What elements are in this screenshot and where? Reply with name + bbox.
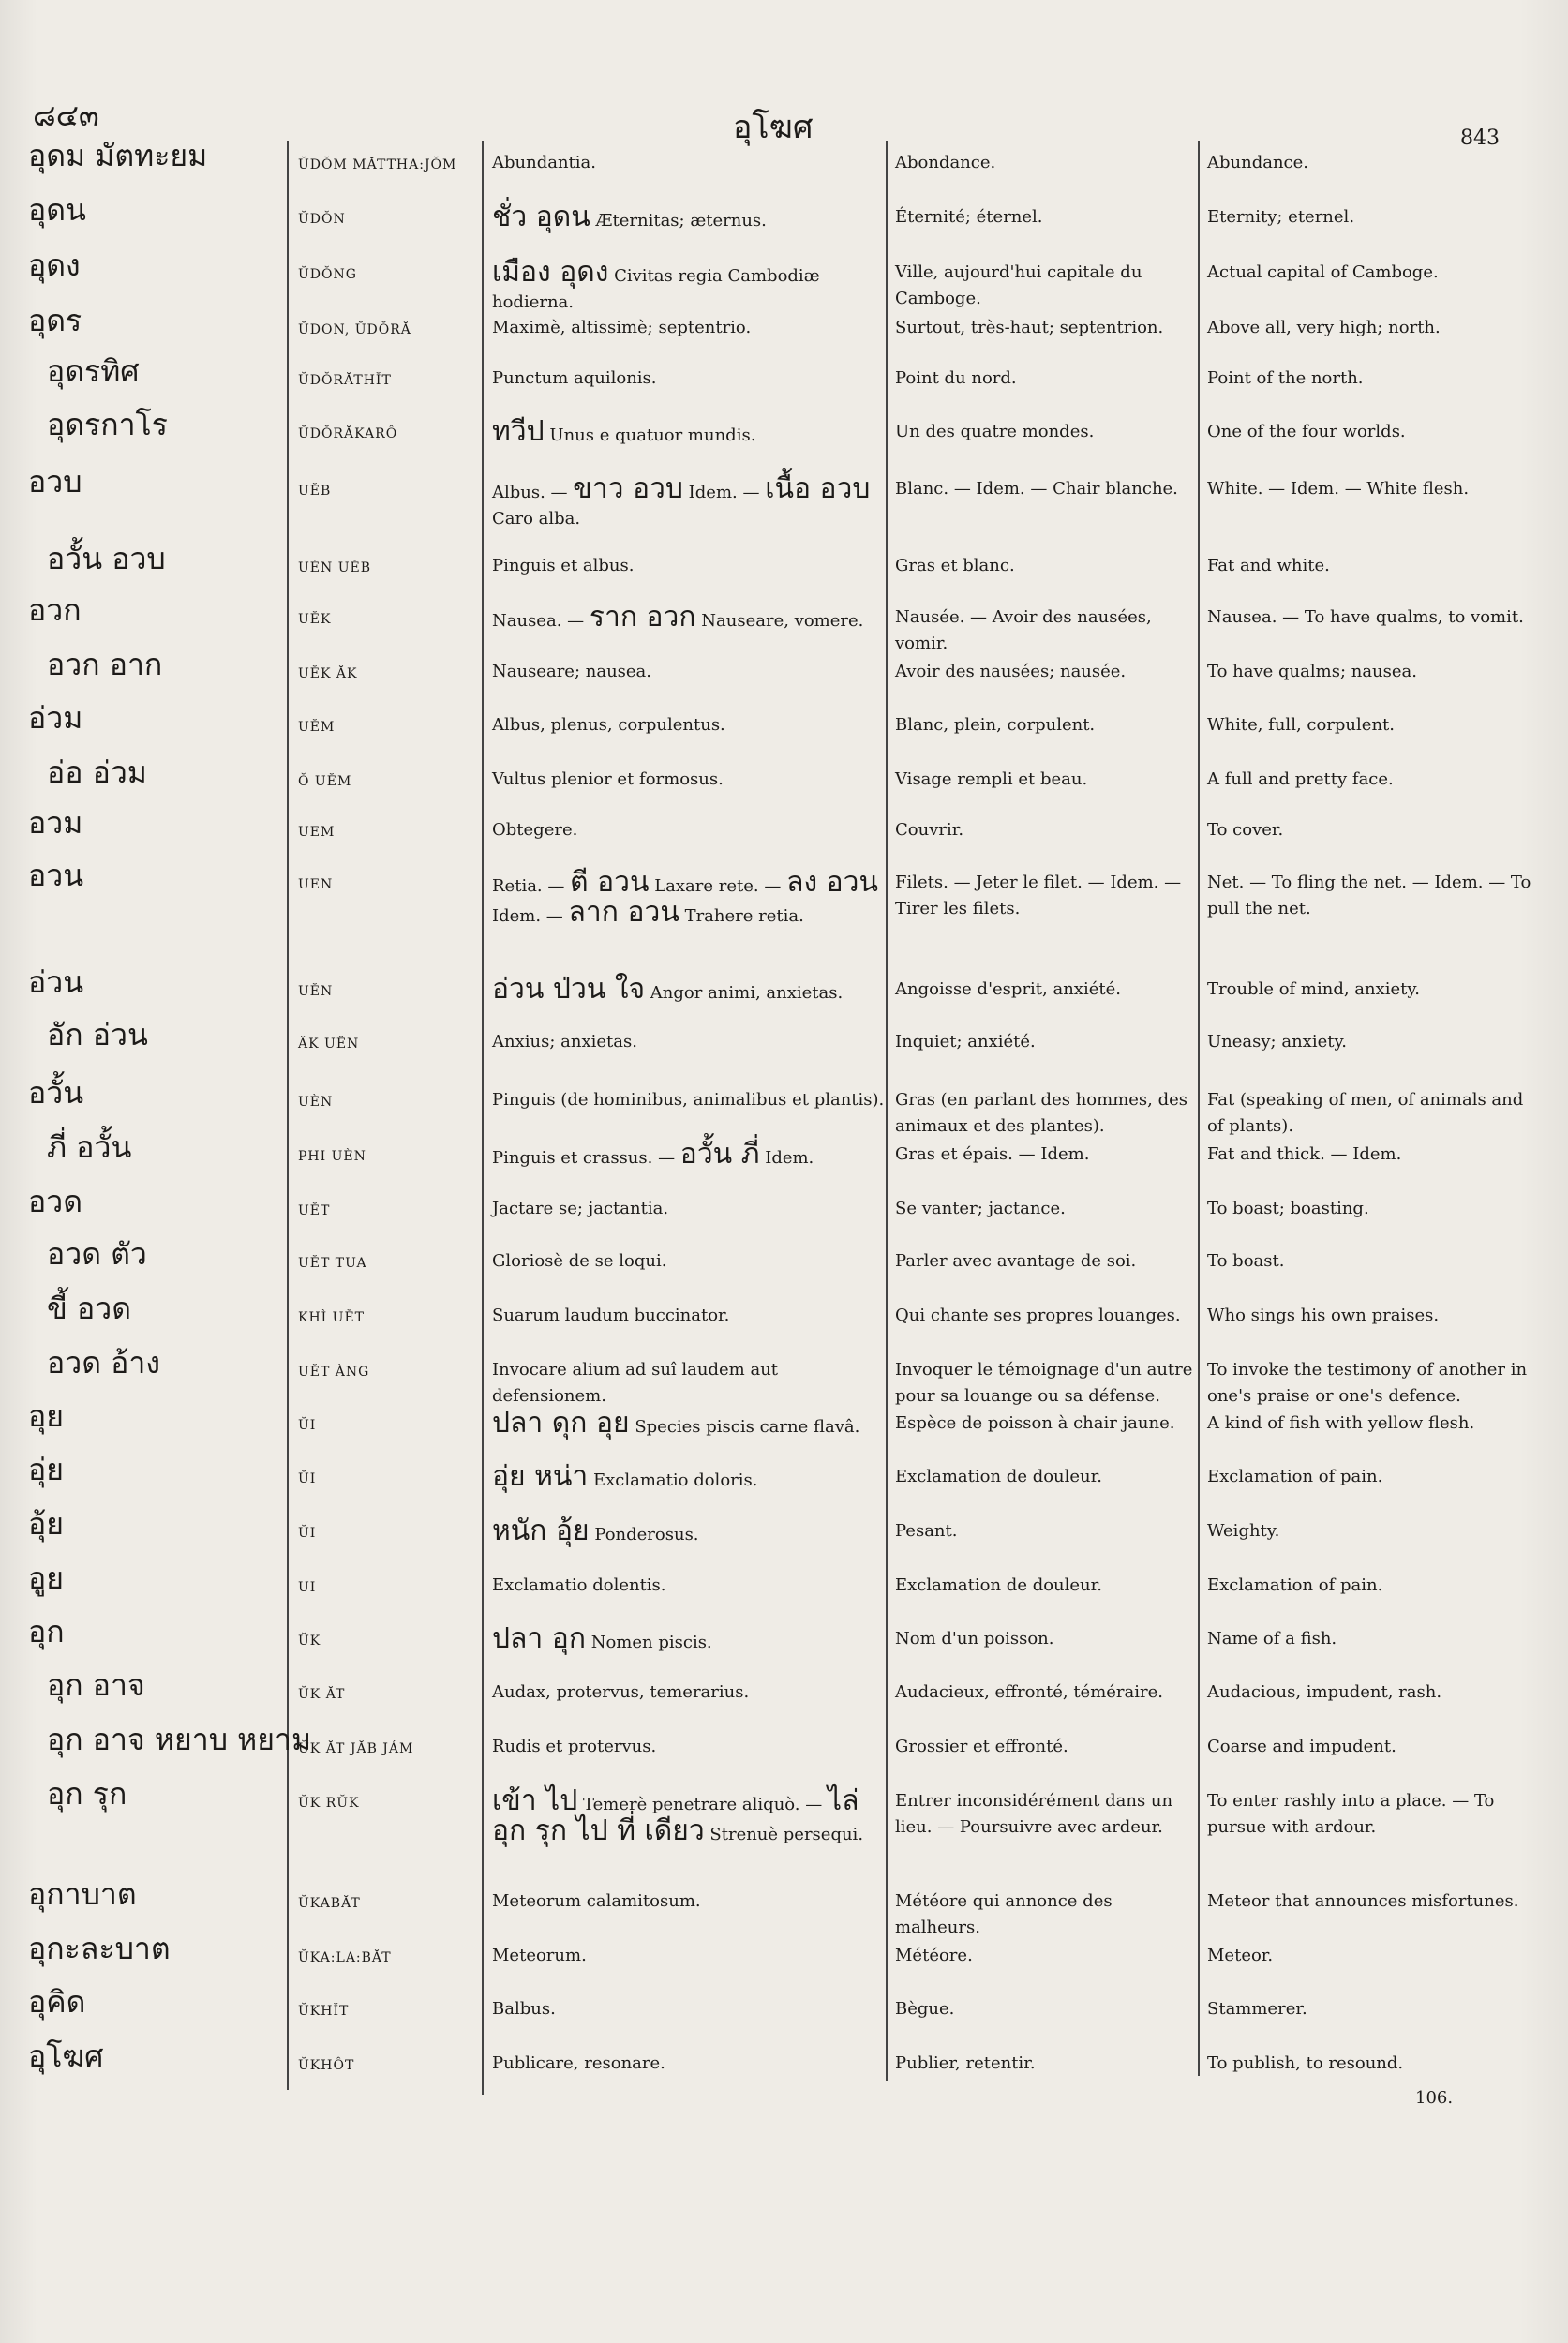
romanization: ŬDŎRĂTHĬT [298,373,392,388]
headword-thai: อุกะละบาต [28,1931,171,1966]
thai-example: ไล่ อุก รุก ไป ที่ เดียว [492,1784,859,1847]
latin-text: Idem. — [682,483,766,502]
english-definition: Audacious, impudent, rash. [1207,1682,1442,1702]
romanization: UĔK ĂK [298,666,358,681]
romanization: ŬK ĂT [298,1687,346,1702]
headword-thai: อุดร [28,303,82,338]
romanization: UĔT TUA [298,1256,367,1271]
romanization: UĔN [298,984,334,999]
latin-text: Civitas regia Cambodiæ hodierna. [492,266,820,312]
french-definition: Ville, aujourd'hui capitale du Camboge. [895,262,1142,308]
french-definition: Météore. [895,1946,973,1965]
headword-thai: อวด [28,1184,82,1219]
english-definition: Exclamation of pain. [1207,1575,1383,1595]
headword-thai: อ่อ อ่วม [47,754,147,790]
latin-text: Trahere retia. [679,906,804,926]
french-definition: Inquiet; anxiété. [895,1032,1036,1052]
headword-thai: อัก อ่วน [47,1017,148,1052]
latin-text: Anxius; anxietas. [492,1032,637,1052]
latin-text: Balbus. [492,1999,556,2019]
thai-example: เมือง อุดง [492,256,609,289]
french-definition: Abondance. [895,153,996,172]
french-definition: Point du nord. [895,368,1017,388]
latin-definition [492,866,886,930]
latin-definition [492,659,886,685]
thai-example: หนัก อุ้ย [492,1515,590,1547]
romanization: UÈN [298,1095,334,1110]
latin-definition [492,415,886,449]
column-rule-4 [1198,141,1200,2076]
thai-example: อ่วน ป่วน ใจ [492,973,646,1006]
thai-example: ปลา ดุก อุย [492,1407,630,1440]
latin-definition [492,1460,886,1494]
french-definition: Qui chante ses propres louanges. [895,1306,1181,1325]
headword-thai: อุดน [28,192,86,228]
romanization: UEN [298,877,334,892]
headword-thai: อวก [28,592,82,628]
latin-text: Albus. — [492,483,574,502]
french-definition: Espèce de poisson à chair jaune. [895,1413,1175,1433]
headword-thai: อุดรทิศ [47,353,140,389]
romanization: ŬKHÔT [298,2058,355,2073]
latin-definition [492,256,886,316]
latin-definition [492,1784,886,1848]
romanization: Ŏ UĔM [298,774,352,789]
thai-example: เนื้อ อวบ [765,472,871,505]
latin-text: Pinguis et crassus. — [492,1148,680,1168]
english-definition: Name of a fish. [1207,1629,1337,1649]
latin-text: Nomen piscis. [586,1633,712,1652]
english-definition: Exclamation of pain. [1207,1467,1383,1486]
latin-definition [492,1138,886,1172]
latin-definition [492,553,886,579]
latin-text: Exclamatio doloris. [588,1470,758,1490]
thai-example: ขาว อวบ [573,472,683,505]
french-definition: Grossier et effronté. [895,1737,1068,1756]
french-definition: Nausée. — Avoir des nausées, vomir. [895,607,1152,653]
romanization: UĔT ÀNG [298,1365,370,1380]
thai-example: อวั้น ภี่ [679,1138,760,1171]
romanization: ŬI [298,1418,317,1433]
french-definition: Exclamation de douleur. [895,1467,1103,1486]
latin-text: Idem. — [492,906,569,926]
english-definition: Fat (speaking of men, of animals and of plants). [1207,1090,1524,1136]
headword-thai: อุโฆศ [28,2038,104,2074]
romanization: KHÌ UĔT [298,1310,366,1325]
thai-example: ปลา อุก [492,1622,586,1655]
french-definition: Gras (en parlant des hommes, des animaux et des plantes). [895,1090,1188,1136]
thai-example: ลง อวน [786,866,879,899]
latin-definition [492,1996,886,2022]
french-definition: Exclamation de douleur. [895,1575,1103,1595]
french-definition: Un des quatre mondes. [895,422,1095,441]
romanization: ŬK RŬK [298,1796,360,1811]
headword-thai: อุ้ย [28,1506,64,1542]
headword-thai: อ่วน [28,964,84,1000]
french-definition: Angoisse d'esprit, anxiété. [895,979,1121,999]
latin-text: Albus, plenus, corpulentus. [492,715,725,735]
english-definition: Fat and thick. — Idem. [1207,1144,1402,1164]
romanization: ŬDŎRĂKARÔ [298,426,398,441]
latin-definition [492,201,886,234]
french-definition: Pesant. [895,1521,958,1541]
latin-text: Temerè penetrare aliquò. — [577,1795,828,1814]
romanization: ŬDŎNG [298,267,357,282]
latin-definition [492,1029,886,1055]
signature-mark: 106. [1415,2088,1454,2108]
headword-thai: อวั้น อวบ [47,541,166,576]
column-rule-2 [482,141,484,2095]
latin-text: Maximè, altissimè; septentrio. [492,318,752,337]
latin-text: Caro alba. [492,509,581,529]
french-definition: Entrer inconsidérément dans un lieu. — Poursuivre avec ardeur. [895,1791,1173,1837]
latin-definition [492,315,886,341]
headword-thai: อวก อาก [47,647,163,682]
headword-thai: อุก อาจ [47,1667,145,1703]
english-definition: Uneasy; anxiety. [1207,1032,1347,1052]
french-definition: Se vanter; jactance. [895,1199,1066,1218]
english-definition: Net. — To fling the net. — Idem. — To pull the net. [1207,873,1531,918]
latin-text: Publicare, resonare. [492,2053,665,2073]
french-definition: Blanc. — Idem. — Chair blanche. [895,479,1178,499]
english-definition: Meteor. [1207,1946,1274,1965]
french-definition: Publier, retentir. [895,2053,1036,2073]
romanization: ŬDŎM MĂTTHA:JŎM [298,157,457,172]
romanization: ŬDŎN [298,212,346,227]
column-rule-1 [287,141,289,2090]
french-definition: Blanc, plein, corpulent. [895,715,1096,735]
latin-text: Abundantia. [492,153,596,172]
latin-text: Vultus plenior et formosus. [492,769,724,789]
french-definition: Parler avec avantage de soi. [895,1251,1137,1271]
latin-definition [492,1943,886,1969]
latin-definition [492,150,886,176]
latin-text: Nauseare; nausea. [492,662,651,681]
romanization: UĔK [298,612,332,627]
headword-thai: ภี่ อวั้น [47,1129,132,1165]
headword-thai: อุดรกาโร [47,407,168,442]
latin-definition [492,1196,886,1222]
headword-thai: อุ่ย [28,1452,64,1487]
english-definition: To cover. [1207,820,1284,840]
thai-example: อุ่ย หน่า [492,1460,589,1493]
latin-text: Obtegere. [492,820,578,840]
romanization: ŬDON, ŬDŎRĂ [298,322,411,337]
english-definition: A full and pretty face. [1207,769,1394,789]
latin-text: Audax, protervus, temerarius. [492,1682,750,1702]
thai-page-number: ๘๔๓ [33,97,99,133]
thai-example: ลาก อวน [568,896,679,929]
page-number: 843 [1460,127,1500,150]
latin-definition [492,1515,886,1548]
romanization: ŬKHĬT [298,2004,350,2019]
latin-definition [492,973,886,1007]
english-definition: Who sings his own praises. [1207,1306,1440,1325]
latin-definition [492,1303,886,1329]
english-definition: Fat and white. [1207,556,1330,575]
romanization: ĂK UĔN [298,1037,360,1052]
latin-text: Punctum aquilonis. [492,368,657,388]
french-definition: Surtout, très-haut; septentrion. [895,318,1164,337]
headword-thai: อุก [28,1614,65,1649]
english-definition: Meteor that announces misfortunes. [1207,1891,1519,1911]
headword-thai: อุก รุก [47,1776,127,1812]
french-definition: Gras et blanc. [895,556,1015,575]
french-definition: Météore qui annonce des malheurs. [895,1891,1113,1937]
headword-thai: อ่วม [28,700,83,736]
latin-text: Exclamatio dolentis. [492,1575,666,1595]
latin-definition [492,1087,886,1113]
romanization: ŬI [298,1471,317,1486]
thai-example: ราก อวก [589,601,696,634]
english-definition: Abundance. [1207,153,1309,172]
english-definition: Point of the north. [1207,368,1364,388]
headword-thai: อุก อาจ หยาบ หยาม [47,1722,312,1757]
latin-definition [492,1679,886,1706]
thai-example: ตี อวน [570,866,650,899]
romanization: UĔT [298,1203,331,1218]
french-definition: Couvrir. [895,820,964,840]
english-definition: Stammerer. [1207,1999,1307,2019]
latin-definition [492,472,886,532]
latin-text: Suarum laudum buccinator. [492,1306,730,1325]
french-definition: Audacieux, effronté, téméraire. [895,1682,1164,1702]
english-definition: Nausea. — To have qualms, to vomit. [1207,607,1524,627]
french-definition: Visage rempli et beau. [895,769,1088,789]
headword-thai: อวม [28,805,83,841]
latin-text: Rudis et protervus. [492,1737,657,1756]
french-definition: Gras et épais. — Idem. [895,1144,1090,1164]
headword-thai: อวั้น [28,1075,84,1111]
latin-definition [492,1734,886,1760]
romanization: UI [298,1580,317,1595]
latin-text: Nauseare, vomere. [695,611,864,631]
latin-definition [492,366,886,392]
latin-text: Jactare se; jactantia. [492,1199,669,1218]
headword-thai: อวด อ้าง [47,1345,160,1380]
french-definition: Éternité; éternel. [895,207,1043,227]
latin-text: Unus e quatuor mundis. [544,425,756,445]
english-definition: Above all, very high; north. [1207,318,1441,337]
romanization: UĔB [298,484,332,499]
latin-definition [492,1248,886,1275]
column-rule-3 [886,141,888,2081]
latin-definition [492,817,886,843]
headword-thai: อุกาบาต [28,1876,137,1912]
english-definition: One of the four worlds. [1207,422,1406,441]
romanization: ŬKA:LA:BĂT [298,1950,392,1965]
latin-definition [492,2051,886,2077]
romanization: UEM [298,825,336,840]
headword-thai: อวบ [28,464,82,500]
romanization: ŬK [298,1634,321,1649]
romanization: PHI UÈN [298,1149,366,1164]
latin-text: Laxare rete. — [649,876,787,896]
latin-definition [492,712,886,739]
headword-thai: อุย [28,1398,64,1434]
latin-definition [492,1407,886,1440]
latin-text: Idem. [759,1148,814,1168]
english-definition: Eternity; eternel. [1207,207,1355,227]
latin-text: Nausea. — [492,611,590,631]
latin-text: Strenuè persequi. [704,1825,864,1844]
latin-text: Invocare alium ad suî laudem aut defensionem. [492,1360,779,1406]
latin-text: Species piscis carne flavâ. [629,1417,860,1437]
thai-example: เข้า ไป [492,1784,578,1817]
romanization: ŬI [298,1526,317,1541]
english-definition: Weighty. [1207,1521,1280,1541]
latin-text: Meteorum. [492,1946,587,1965]
headword-thai: อุดม มัตทะยม [28,138,208,173]
english-definition: To boast; boasting. [1207,1199,1369,1218]
latin-text: Æternitas; æternus. [590,211,767,231]
english-definition: To boast. [1207,1251,1285,1271]
headword-thai: ขี้ อวด [47,1291,132,1326]
romanization: UĔM [298,720,336,735]
latin-text: Angor animi, anxietas. [645,983,844,1003]
headword-thai: อุดง [28,247,81,283]
latin-definition [492,601,886,634]
latin-definition [492,767,886,793]
latin-definition [492,1357,886,1410]
running-head: อุโฆศ [733,109,814,146]
english-definition: To have qualms; nausea. [1207,662,1417,681]
romanization: ŬK ĂT JĂB JÁM [298,1741,414,1756]
latin-definition [492,1888,886,1915]
english-definition: Coarse and impudent. [1207,1737,1396,1756]
latin-text: Gloriosè de se loqui. [492,1251,667,1271]
headword-thai: อูย [28,1560,64,1596]
english-definition: To invoke the testimony of another in one's praise or one's defence. [1207,1360,1528,1406]
french-definition: Filets. — Jeter le filet. — Idem. — Tirer les filets. [895,873,1182,918]
english-definition: White. — Idem. — White flesh. [1207,479,1470,499]
latin-text: Meteorum calamitosum. [492,1891,701,1911]
english-definition: Trouble of mind, anxiety. [1207,979,1420,999]
english-definition: To enter rashly into a place. — To pursue with ardour. [1207,1791,1495,1837]
english-definition: To publish, to resound. [1207,2053,1404,2073]
french-definition: Invoquer le témoignage d'un autre pour sa louange ou sa défense. [895,1360,1193,1406]
french-definition: Bègue. [895,1999,955,2019]
romanization: ŬKABĂT [298,1896,361,1911]
french-definition: Avoir des nausées; nausée. [895,662,1127,681]
headword-thai: อุคิด [28,1984,86,2020]
latin-text: Retia. — [492,876,571,896]
french-definition: Nom d'un poisson. [895,1629,1054,1649]
english-definition: Actual capital of Camboge. [1207,262,1439,282]
latin-text: Pinguis (de hominibus, animalibus et plantis). [492,1090,885,1110]
latin-text: Ponderosus. [589,1525,699,1545]
latin-definition [492,1573,886,1599]
english-definition: A kind of fish with yellow flesh. [1207,1413,1475,1433]
headword-thai: อวด ตัว [47,1236,147,1272]
english-definition: White, full, corpulent. [1207,715,1395,735]
thai-example: ชั่ว อุดน [492,201,590,233]
latin-text: Pinguis et albus. [492,556,635,575]
headword-thai: อวน [28,858,84,893]
thai-example: ทวีป [492,415,545,448]
romanization: UÈN UĔB [298,560,372,575]
latin-definition [492,1622,886,1656]
